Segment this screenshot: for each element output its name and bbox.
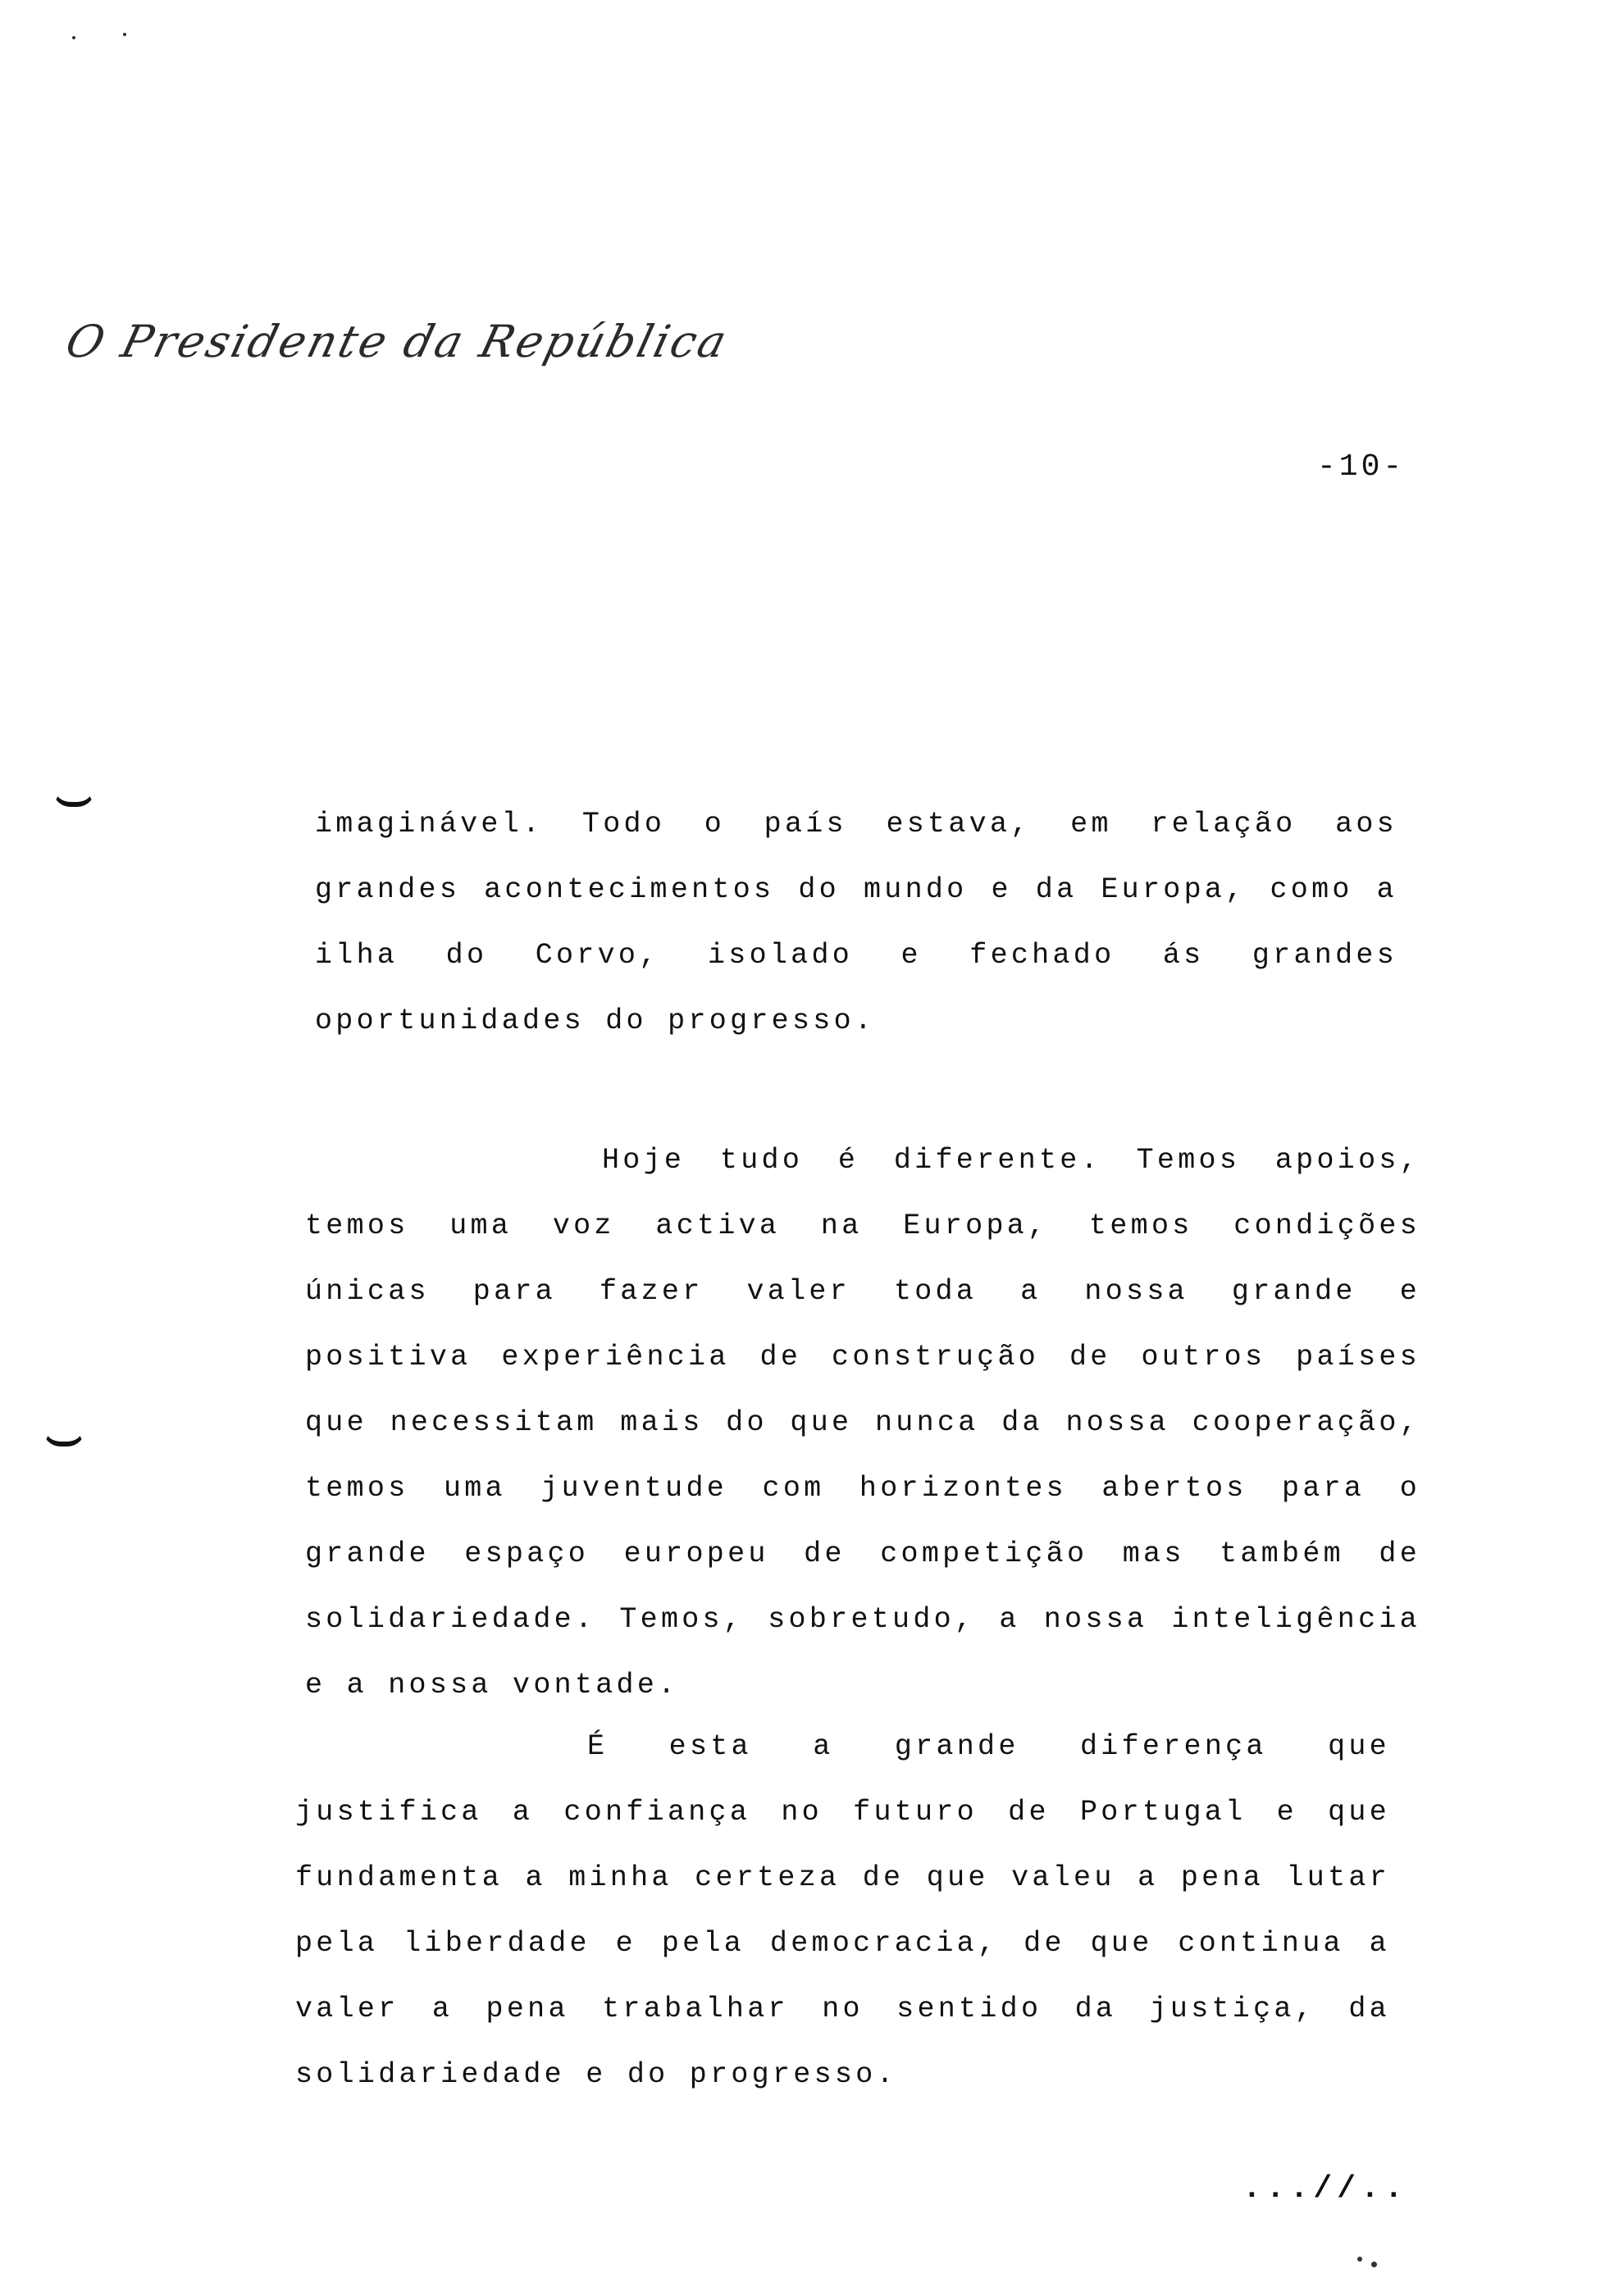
paragraph-1: imaginável. Todo o país estava, em relação aos grandes acontecimentos do mundo e da Europa, como a ilha do Corvo, isolado e fechado ás grandes oportunidades do progresso. [315,808,1397,1037]
continuation-mark: ...//.. [1242,2171,1408,2207]
scan-speck [72,36,75,39]
paragraph-3: É esta a grande diferença que justifica a confiança no futuro de Portugal e que fundamenta a minha certeza de que valeu a pena lutar pela liberdade e pela democracia, de que continua a valer a pena trabalhar no sentido da justiça, da solidariedade e do progresso. [295,1730,1390,2091]
scan-speck [1357,2257,1362,2262]
scan-speck [123,33,126,36]
paragraph-2: Hoje tudo é diferente. Temos apoios, temos uma voz activa na Europa, temos condições únicas para fazer valer toda a nossa grande e positiva experiência de construção de outros países que necessitam mais do que nunca da nossa cooperação, temos uma juventude com horizontes abertos para o grande espaço europeu de competição mas também de solidariedade. Temos, sobretudo, a nossa inteligência e a nossa vontade. [305,1144,1420,1702]
page-number: -10- [1317,449,1406,485]
letterhead: O Presidente da República [61,316,734,367]
scan-speck [1371,2262,1377,2267]
punch-hole-mark [43,1428,85,1446]
punch-hole-mark [52,789,95,807]
